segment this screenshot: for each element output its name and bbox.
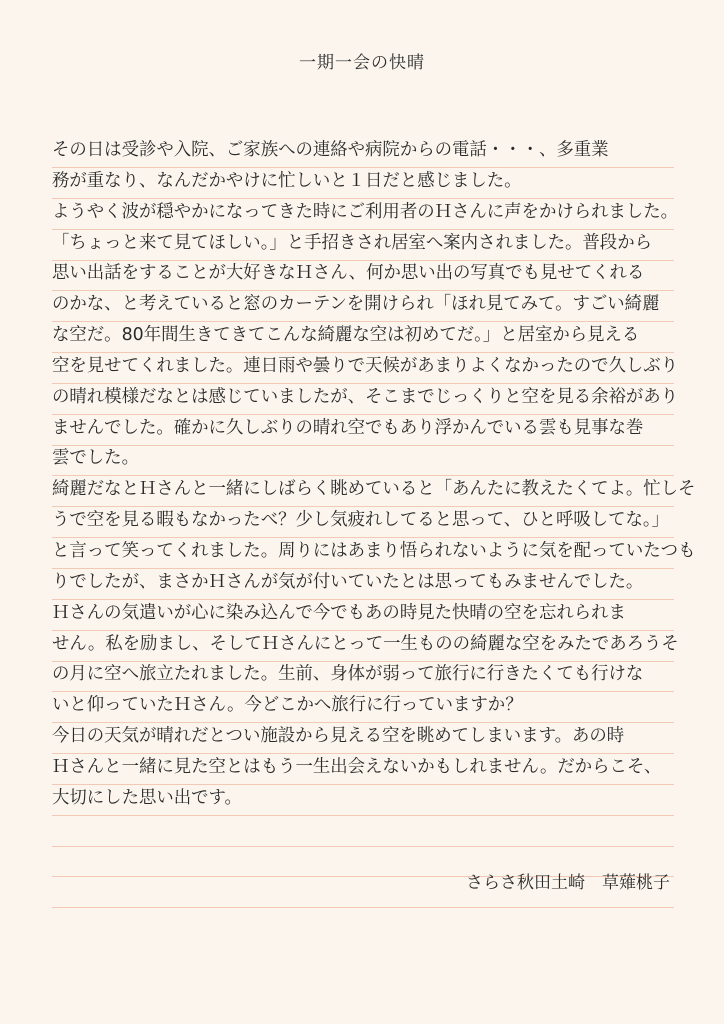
body-line: な空だ。80年間生きてきてこんな綺麗な空は初めてだ。」と居室から見える [52, 325, 640, 346]
rule-line [52, 907, 674, 908]
body-line: Ｈさんと一緒に見た空とはもう一生出会えないかもしれません。だからこそ、 [52, 756, 662, 777]
body-line: りでしたが、まさかＨさんが気が付いていたとは思ってもみませんでした。 [52, 571, 644, 592]
body-line: ませんでした。確かに久しぶりの晴れ空でもあり浮かんでいる雲も見事な巻 [52, 417, 644, 438]
body-line: 空を見せてくれました。連日雨や曇りで天候があまりよくなかったので久しぶり [52, 355, 679, 376]
body-line: ようやく波が穏やかになってきた時にご利用者のＨさんに声をかけられました。 [52, 201, 679, 222]
body-line: その日は受診や入院、ご家族への連絡や病院からの電話・・・、多重業 [52, 140, 609, 160]
letter-body [52, 135, 696, 814]
body-line: 綺麗だなとＨさんと一緒にしばらく眺めていると「あんたに教えたくてよ。忙しそ [52, 479, 696, 500]
rule-line [52, 846, 674, 847]
signature: さらさ秋田土崎 草薙桃子 [466, 873, 670, 893]
body-line: の晴れ模様だなとは感じていましたが、そこまでじっくりと空を見る余裕があり [52, 386, 679, 407]
body-line: いと仰っていたＨさん。今どこかへ旅行に行っていますか？ [52, 695, 523, 716]
body-line: 務が重なり、なんだかやけに忙しいと１日だと感じました。 [52, 170, 522, 191]
body-line: と言って笑ってくれました。周りにはあまり悟られないように気を配っていたつも [52, 540, 696, 561]
body-line: Ｈさんの気遣いが心に染み込んで今でもあの時見た快晴の空を忘れられま [52, 602, 626, 623]
body-line: 思い出話をすることが大好きなＨさん、何か思い出の写真でも見せてくれる [52, 263, 645, 284]
body-line: うで空を見る暇もなかったべ？少し気疲れしてると思って、ひと呼吸してな。」 [52, 510, 670, 531]
body-line: 大切にした思い出です。 [52, 787, 242, 808]
body-line: 今日の天気が晴れだとつい施設から見える空を眺めてしまいます。あの時 [52, 726, 625, 747]
page-title: 一期一会の快晴 [299, 53, 425, 73]
body-line: 「ちょっと来て見てほしい。」と手招きされ居室へ案内されました。普段から [52, 232, 652, 253]
body-line: の月に空へ旅立たれました。生前、身体が弱って旅行に行きたくても行けな [52, 664, 644, 685]
body-line: のかな、と考えていると窓のカーテンを開けられ「ほれ見てみて。すごい綺麗 [52, 294, 660, 315]
body-line: 雲でした。 [52, 448, 139, 469]
rule-line [52, 815, 674, 816]
body-line: せん。私を励まし、そしてＨさんにとって一生ものの綺麗な空をみたであろうそ [52, 633, 679, 654]
